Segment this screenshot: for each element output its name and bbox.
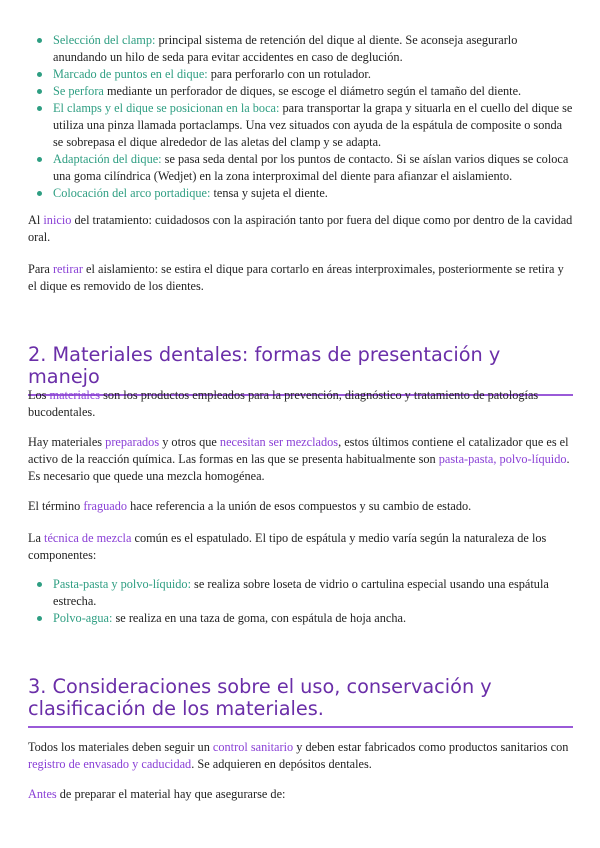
term: Se perfora xyxy=(53,84,104,98)
link-registro[interactable]: registro de envasado y caducidad xyxy=(28,757,192,771)
paragraph-inicio: Al inicio del tratamiento: cuidadosos con la aspiración tanto por fuera del dique como por dentro de la cavidad oral. xyxy=(28,213,573,244)
term: Pasta-pasta y polvo-líquido: xyxy=(53,577,191,591)
paragraph-fraguado: El término fraguado hace referencia a la unión de esos compuestos y su cambio de estado. xyxy=(28,499,472,513)
term: Marcado de puntos en el dique: xyxy=(53,67,208,81)
mezcla-list xyxy=(28,576,573,627)
bullet-icon xyxy=(37,38,42,43)
term: Colocación del arco portadique: xyxy=(53,186,211,200)
link-inicio[interactable]: inicio xyxy=(43,213,72,227)
paragraph-tecnica: La técnica de mezcla común es el espatulado. El tipo de espátula y medio varía según la naturaleza de los componentes: xyxy=(28,531,547,562)
procedure-list xyxy=(28,32,573,202)
link-control-sanitario[interactable]: control sanitario xyxy=(212,740,294,754)
link-retirar[interactable]: retirar xyxy=(52,262,83,276)
bullet-icon xyxy=(37,157,42,162)
link-antes[interactable]: Antes xyxy=(28,787,57,801)
list-item xyxy=(28,66,573,83)
item-text: principal sistema de retención del dique al diente. Se aconseja asegurarlo anundando un hilo de seda para evitar accidentes en caso de deglución. xyxy=(53,33,518,64)
list-item xyxy=(28,185,573,202)
bullet-icon xyxy=(37,72,42,77)
list-item xyxy=(28,610,573,627)
link-materiales[interactable]: materiales xyxy=(49,388,101,402)
link-fraguado[interactable]: fraguado xyxy=(83,499,128,513)
bullet-icon xyxy=(37,191,42,196)
item-text: se realiza en una taza de goma, con espátula de hoja ancha. xyxy=(112,611,407,625)
paragraph-tipos: Hay materiales preparados y otros que necesitan ser mezclados, estos últimos contiene el catalizador que es el activo de la reacción química. Las formas en las que se presenta habitualmente son pasta-pasta, polvo-líquido. Es necesario que quede una mezcla homogénea. xyxy=(28,435,570,483)
list-item xyxy=(28,100,573,151)
bullet-icon xyxy=(37,582,42,587)
list-item xyxy=(28,83,573,100)
link-tecnica[interactable]: técnica de mezcla xyxy=(44,531,132,545)
list-item xyxy=(28,32,573,66)
item-text: se realiza sobre loseta de vidrio o cartulina especial usando una espátula estrecha. xyxy=(53,577,549,608)
section-heading-3: 3. Consideraciones sobre el uso, conservación y clasificación de los materiales. xyxy=(28,676,573,728)
term: Selección del clamp: xyxy=(53,33,156,47)
item-text: para perforarlo con un rotulador. xyxy=(207,67,371,81)
paragraph-materiales: Los materiales son los productos empleados para la prevención, diagnóstico y tratamiento de patologías bucodentales. xyxy=(28,388,539,419)
paragraph-antes: Antes de preparar el material hay que asegurarse de: xyxy=(28,787,286,801)
paragraph-retirar: Para retirar el aislamiento: se estira el dique para cortarlo en áreas interproximales, posteriormente se retira y el dique es removido de los dientes. xyxy=(28,262,564,293)
list-item xyxy=(28,151,573,185)
item-text: mediante un perforador de diques, se escoge el diámetro según el tamaño del diente. xyxy=(103,84,522,98)
bullet-icon xyxy=(37,106,42,111)
link-preparados[interactable]: preparados xyxy=(105,435,160,449)
term: Polvo-agua: xyxy=(53,611,113,625)
item-text: para transportar la grapa y situarla en el cuello del dique se utiliza una pinza llamada portaclamps. Una vez situados con ayuda de la espátula de composite o sonda se sobrepasa el dique alrededor de las aletas del clamp y se adapta. xyxy=(53,101,573,149)
bullet-icon xyxy=(37,616,42,621)
link-pasta-polvo[interactable]: pasta-pasta, polvo-líquido xyxy=(438,452,567,466)
link-mezclados[interactable]: necesitan ser mezclados xyxy=(219,435,339,449)
item-text: tensa y sujeta el diente. xyxy=(210,186,328,200)
section-heading-2: 2. Materiales dentales: formas de presentación y manejo xyxy=(28,344,573,396)
term: Adaptación del dique: xyxy=(53,152,162,166)
paragraph-control: Todos los materiales deben seguir un control sanitario y deben estar fabricados como productos sanitarios con registro de envasado y caducidad. Se adquieren en depósitos dentales. xyxy=(28,740,569,771)
bullet-icon xyxy=(37,89,42,94)
term: El clamps y el dique se posicionan en la boca: xyxy=(53,101,280,115)
item-text: se pasa seda dental por los puntos de contacto. Si se aíslan varios diques se coloca una goma cilíndrica (Wedjet) en la zona interproximal del diente para afianzar el aislamiento. xyxy=(53,152,569,183)
list-item xyxy=(28,576,573,610)
